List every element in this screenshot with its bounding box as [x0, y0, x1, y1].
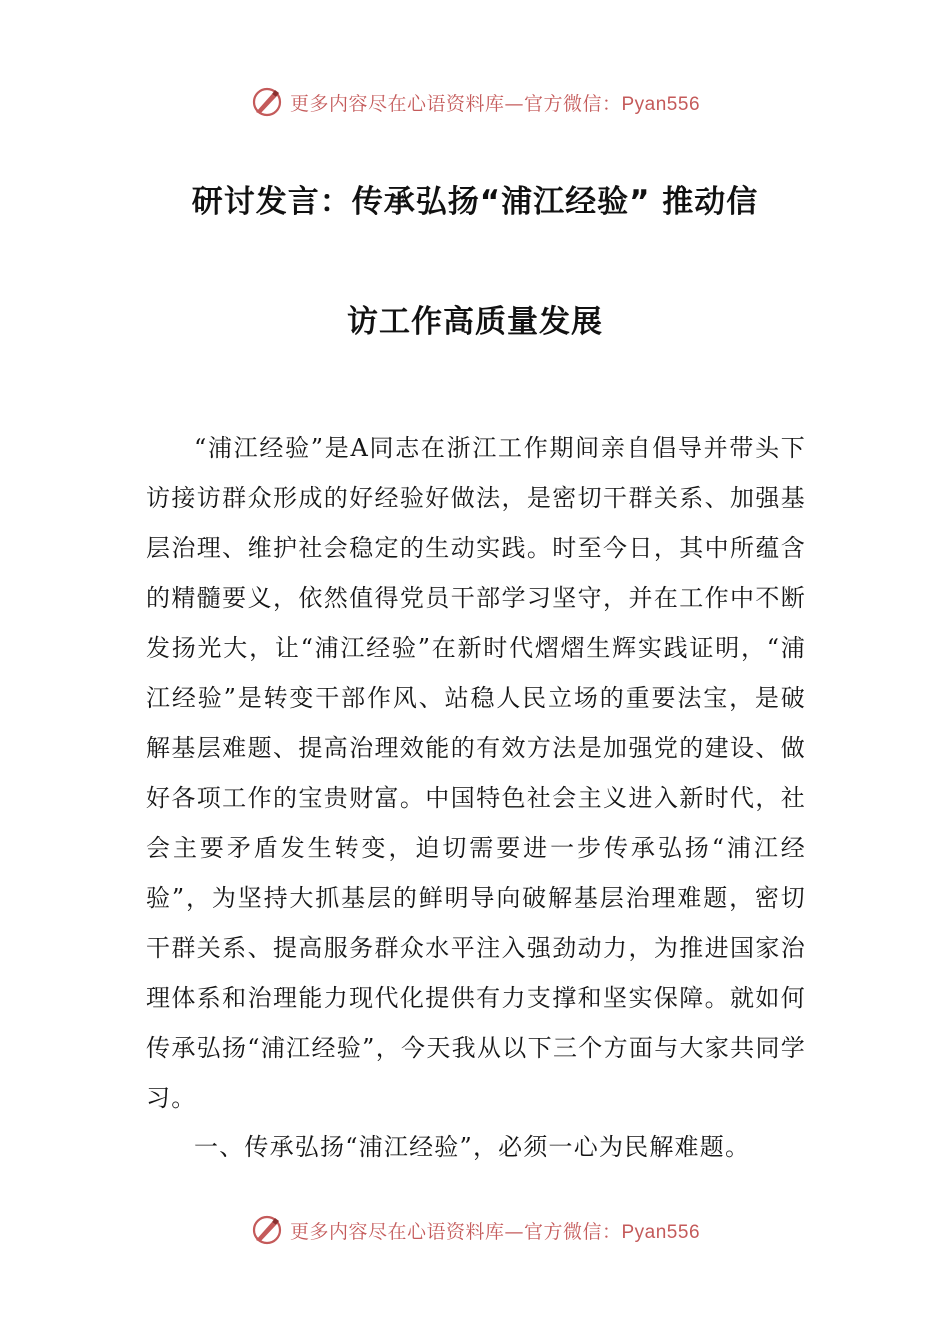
watermark-label: 更多内容尽在心语资料库—官方微信：: [289, 1220, 622, 1243]
watermark-text: [290, 89, 700, 116]
pen-circle-logo-icon: [250, 1213, 284, 1247]
watermark-wechat-id: Pyan556: [621, 1221, 701, 1243]
document-title-line1: 研讨发言：传承弘扬“浦江经验” 推动信: [191, 184, 759, 220]
footer-watermark: [0, 1210, 950, 1250]
watermark-text: [290, 1217, 700, 1244]
document-title-line2: 访工作高质量发展: [347, 304, 603, 340]
section-heading-1: 一、传承弘扬“浦江经验”，必须一心为民解难题。: [194, 1133, 751, 1161]
watermark-wechat-id: Pyan556: [621, 93, 701, 115]
body-paragraph: “浦江经验”是A同志在浙江工作期间亲自倡导并带头下访接访群众形成的好经验好做法，是密切干群关系、加强基层治理、维护社会稳定的生动实践。时至今日，其中所蕴含的精髓要义，依然值得党员干部学习坚守，并在工作中不断发扬光大，让“浦江经验”在新时代熠熠生辉实践证明，“浦江经验”是转变干部作风、站稳人民立场的重要法宝，是破解基层难题、提高治理效能的有效方法是加强党的建设、做好各项工作的宝贵财富。中国特色社会主义进入新时代，社会主要矛盾发生转变，迫切需要进一步传承弘扬“浦江经验”，为坚持大抓基层的鲜明导向破解基层治理难题，密切干群关系、提高服务群众水平注入强劲动力，为推进国家治理体系和治理能力现代化提供有力支撑和坚实保障。就如何传承弘扬“浦江经验”，今天我从以下三个方面与大家共同学习。: [146, 434, 806, 1112]
watermark-label: 更多内容尽在心语资料库—官方微信：: [289, 92, 622, 115]
header-watermark: [0, 82, 950, 122]
pen-circle-logo-icon: [250, 85, 284, 119]
